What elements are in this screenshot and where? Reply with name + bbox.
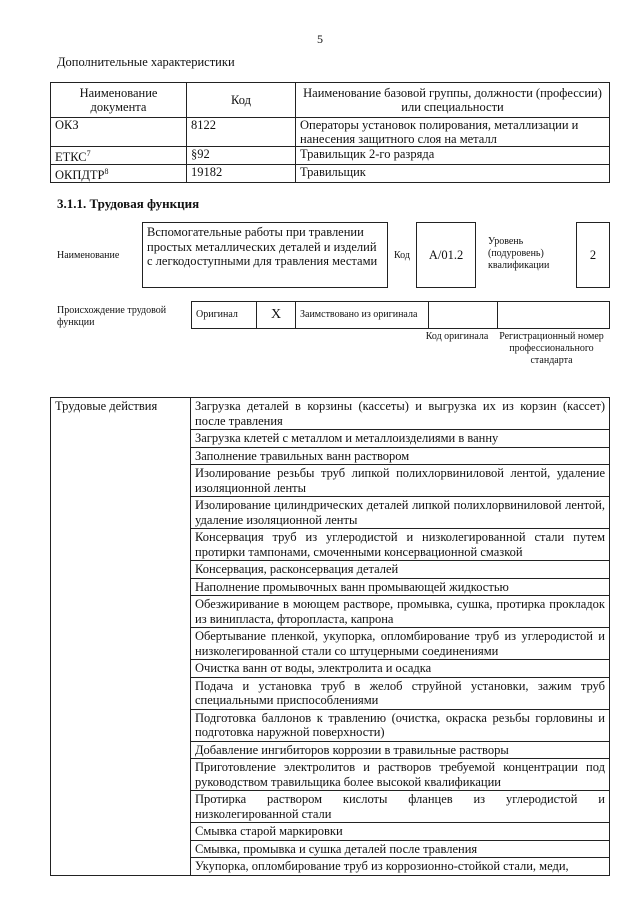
action-item: Загрузка деталей в корзины (кассеты) и выгрузка их из корзин (кассет) после травления xyxy=(191,398,610,430)
original-label: Оригинал xyxy=(192,302,257,329)
table-header-row xyxy=(51,83,610,118)
original-mark: X xyxy=(257,302,296,329)
action-item: Подготовка баллонов к травлению (очистка, окраска резьбы горловины и подготовка наружной поверхности) xyxy=(191,709,610,741)
action-item: Наполнение промывочных ванн промывающей жидкостью xyxy=(191,578,610,596)
header-group-name: Наименование базовой группы, должности (профессии) или специальности xyxy=(296,83,610,118)
action-item: Протирка раствором кислоты фланцев из углеродистой и низколегированной стали xyxy=(191,791,610,823)
origin-label: Происхождение трудовой функции xyxy=(57,305,167,328)
group-cell: Операторы установок полирования, металлизации и нанесения защитного слоя на металл xyxy=(296,118,610,147)
doc-name-cell: ОКЗ xyxy=(51,118,187,147)
group-cell: Травильщик xyxy=(296,165,610,183)
action-item: Изолирование резьбы труб липкой полихлорвиниловой лентой, удаление изоляционной ленты xyxy=(191,465,610,497)
code-label: Код xyxy=(394,250,410,261)
code-original-caption: Код оригинала xyxy=(425,331,489,342)
action-item: Консервация труб из углеродистой и низколегированной стали путем протирки тампонами, смоченными консервационной смазкой xyxy=(191,529,610,561)
origin-table xyxy=(191,301,610,329)
action-item: Добавление ингибиторов коррозии в травильные растворы xyxy=(191,741,610,759)
code-original-cell xyxy=(429,302,498,329)
action-item: Загрузка клетей с металлом и металлоизделиями в ванну xyxy=(191,430,610,448)
footnote-mark: 8 xyxy=(104,167,109,177)
document-codes-table xyxy=(50,82,610,183)
doc-name: ОКПДТР xyxy=(55,168,105,183)
header-code: Код xyxy=(187,83,296,118)
action-item: Обезжиривание в моющем растворе, промывка, сушка, протирка прокладок из винипласта, фторопласта, капрона xyxy=(191,596,610,628)
reg-number-cell xyxy=(498,302,610,329)
actions-label: Трудовые действия xyxy=(51,398,191,876)
section-heading: Дополнительные характеристики xyxy=(57,55,235,69)
action-item: Укупорка, опломбирование труб из коррозионно-стойкой стали, меди, xyxy=(191,858,610,876)
function-title: 3.1.1. Трудовая функция xyxy=(57,196,200,211)
action-item: Заполнение травильных ванн раствором xyxy=(191,447,610,465)
doc-name: ЕТКС xyxy=(55,150,87,165)
action-item: Очистка ванн от воды, электролита и осадка xyxy=(191,660,610,678)
table-row xyxy=(51,118,610,147)
doc-name-cell xyxy=(51,165,187,183)
borrowed-label: Заимствовано из оригинала xyxy=(296,302,429,329)
group-cell: Травильщик 2-го разряда xyxy=(296,147,610,165)
code-cell: §92 xyxy=(187,147,296,165)
action-item: Обертывание пленкой, укупорка, опломбирование труб из углеродистой и низколегированной стали со штуцерными соединениями xyxy=(191,628,610,660)
action-item: Смывка старой маркировки xyxy=(191,823,610,841)
action-item: Изолирование цилиндрических деталей липкой полихлорвиниловой лентой, удаление изоляционной ленты xyxy=(191,497,610,529)
function-name-box: Вспомогательные работы при травлении простых металлических деталей и изделий с легкодоступными для травления местами xyxy=(142,222,388,288)
action-item: Приготовление электролитов и растворов требуемой концентрации под руководством травильщика более высокой квалификации xyxy=(191,759,610,791)
table-row xyxy=(51,147,610,165)
reg-number-caption: Регистрационный номер профессионального стандарта xyxy=(499,331,604,366)
function-code-box: А/01.2 xyxy=(416,222,476,288)
level-value-box: 2 xyxy=(576,222,610,288)
table-row xyxy=(51,165,610,183)
code-cell: 8122 xyxy=(187,118,296,147)
actions-body xyxy=(51,398,610,876)
footnote-mark: 7 xyxy=(86,149,91,158)
name-label: Наименование xyxy=(57,250,120,261)
level-label: Уровень (подуровень) квалификации xyxy=(488,236,550,271)
doc-name-cell xyxy=(51,147,187,165)
table-row xyxy=(51,398,610,430)
action-item: Консервация, расконсервация деталей xyxy=(191,561,610,579)
code-cell: 19182 xyxy=(187,165,296,183)
action-item: Смывка, промывка и сушка деталей после травления xyxy=(191,840,610,858)
header-doc-name: Наименование документа xyxy=(51,83,187,118)
action-item: Подача и установка труб в желоб струйной установки, зажим труб специальными приспособлениями xyxy=(191,677,610,709)
origin-row xyxy=(192,302,610,329)
page-number: 5 xyxy=(317,32,323,46)
labor-actions-table xyxy=(50,397,610,876)
